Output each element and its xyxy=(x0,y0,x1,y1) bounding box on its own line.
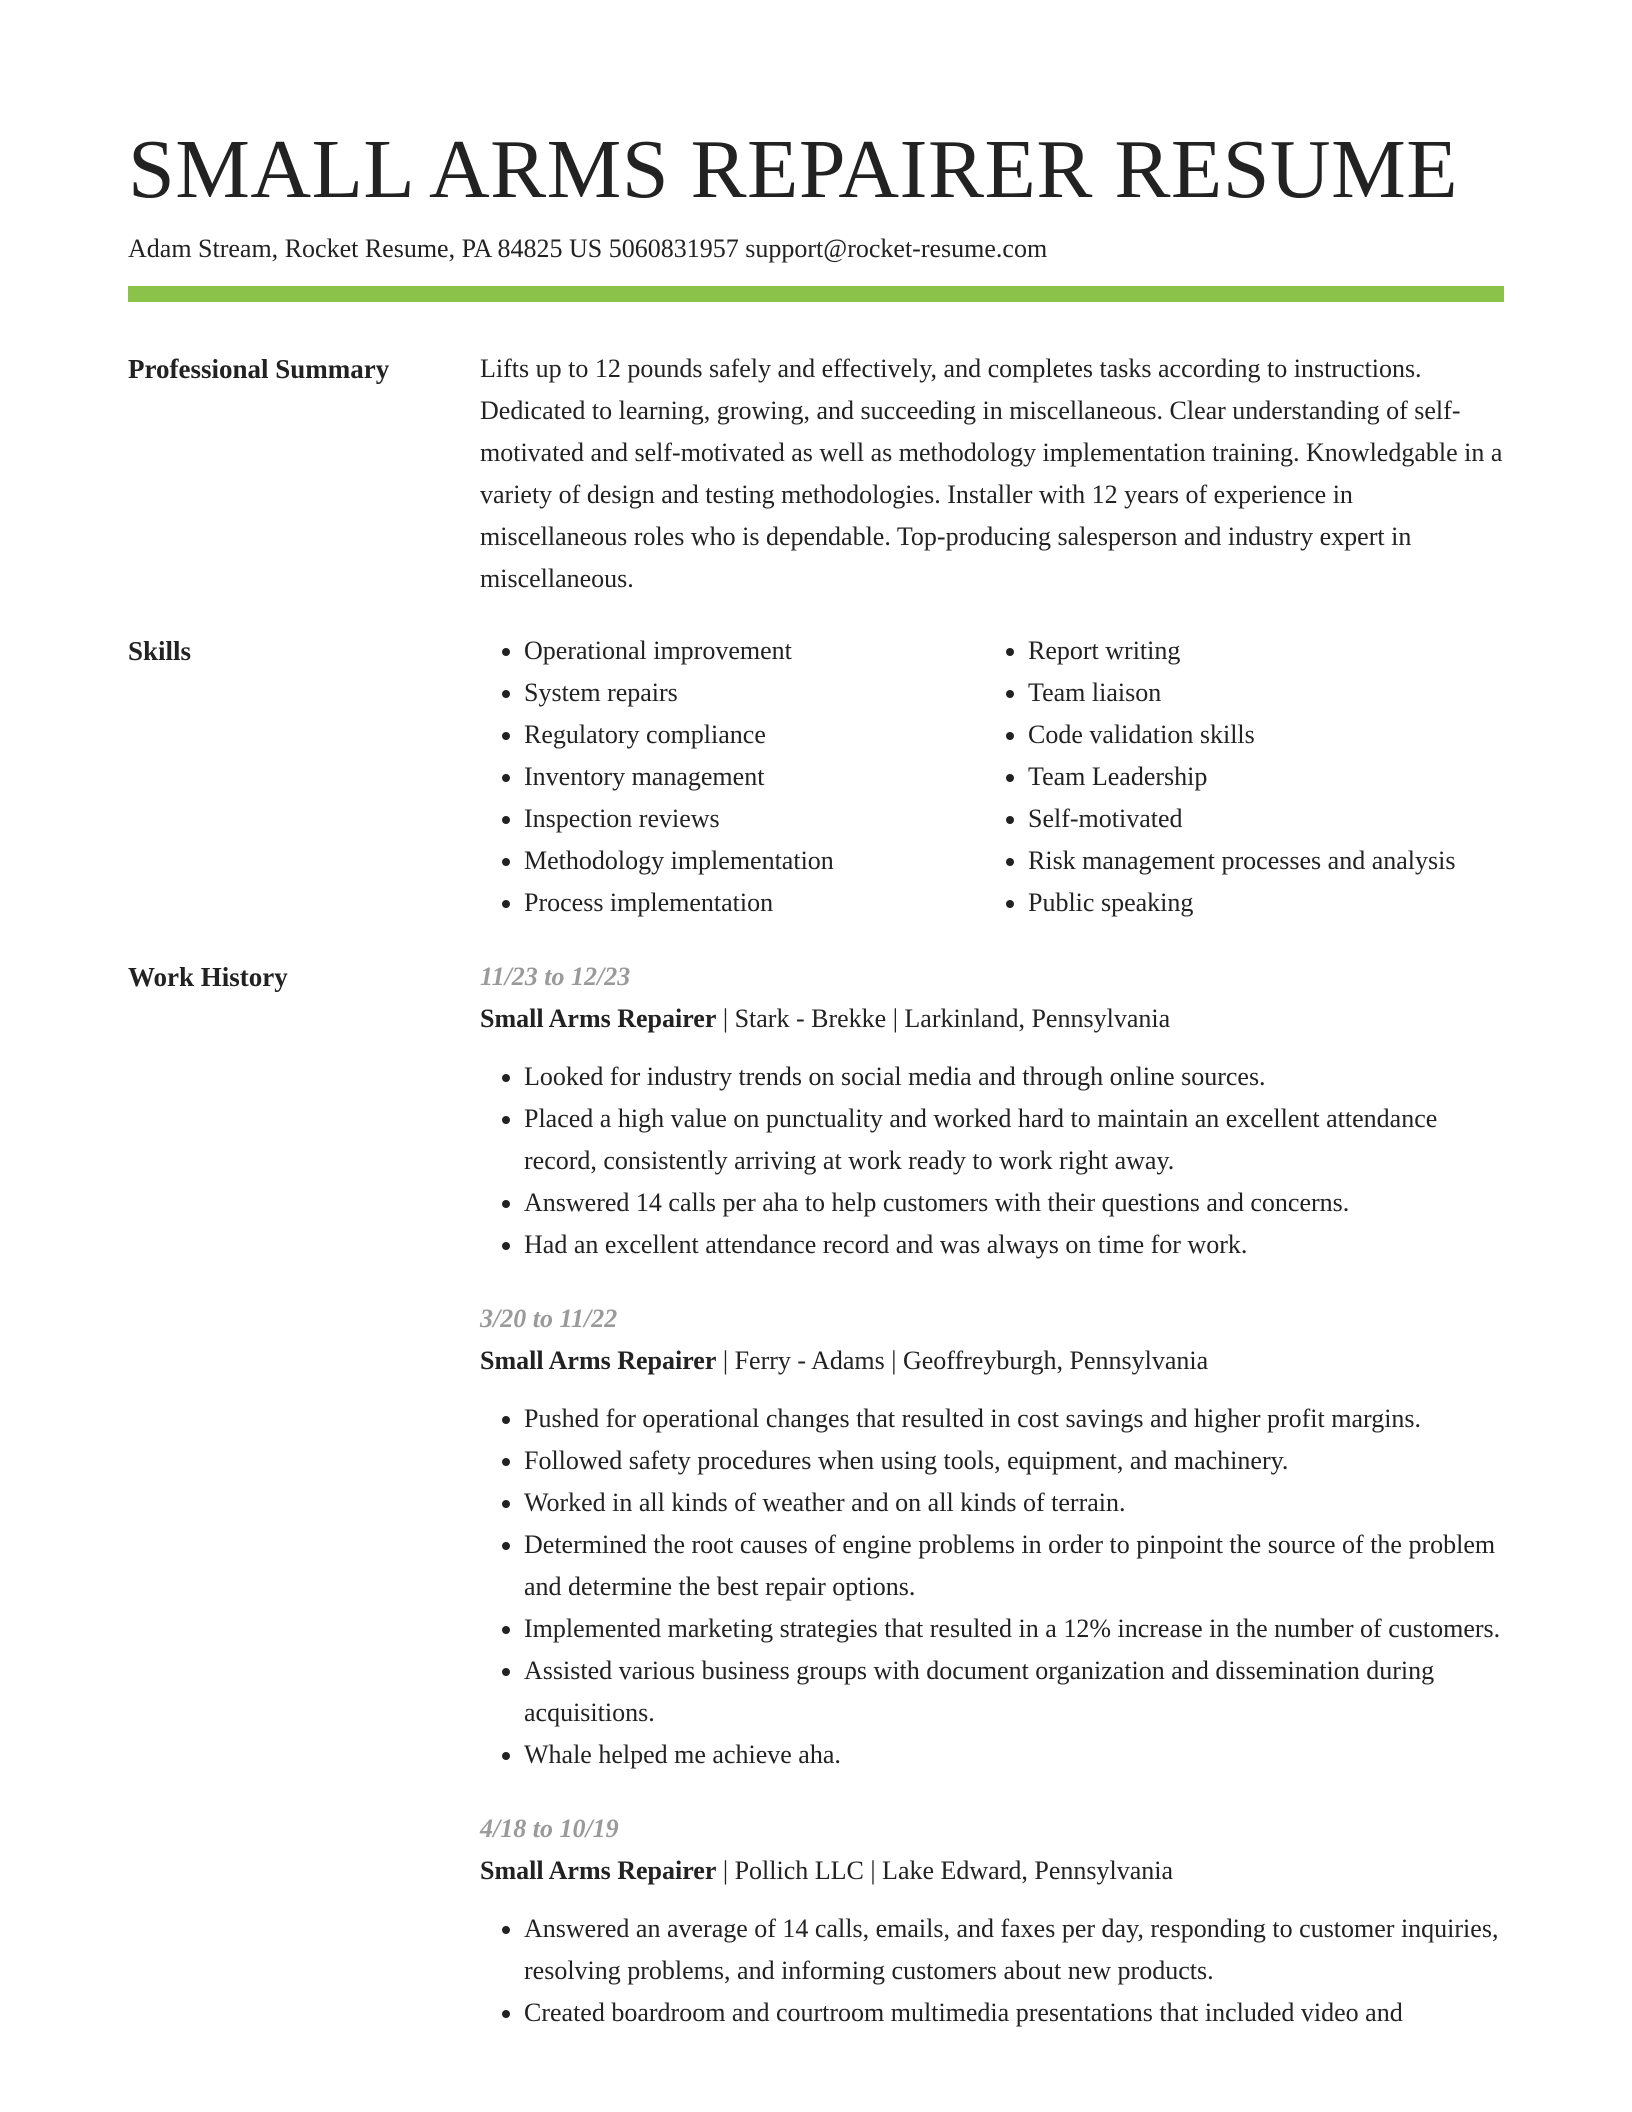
job-bullet: • Answered an average of 14 calls, emails, and faxes per day, responding to customer inquiries, resolving problems, and informing customers about new products. xyxy=(524,1908,1504,1992)
skill-item: • Team liaison xyxy=(1028,672,1455,714)
resume-title: SMALL ARMS REPAIRER RESUME xyxy=(128,123,1459,216)
job-details: | Ferry - Adams | Geoffreyburgh, Pennsylvania xyxy=(716,1346,1209,1375)
job-entry xyxy=(480,1808,1504,2034)
job-details: | Pollich LLC | Lake Edward, Pennsylvania xyxy=(716,1856,1174,1885)
job-title-line xyxy=(480,1340,1504,1382)
skill-item: • Process implementation xyxy=(524,882,834,924)
job-bullet: • Implemented marketing strategies that resulted in a 12% increase in the number of customers. xyxy=(524,1608,1504,1650)
job-bullets xyxy=(480,1398,1504,1776)
job-dates: 11/23 to 12/23 xyxy=(480,962,631,991)
skills-heading: Skills xyxy=(128,636,192,666)
contact-company: Rocket Resume, xyxy=(284,234,462,263)
job-title-line xyxy=(480,998,1504,1040)
job-entry xyxy=(480,1298,1504,1776)
summary-text: Lifts up to 12 pounds safely and effectively, and completes tasks according to instructions. Dedicated to learning, growing, and succeeding in miscellaneous. Clear understanding of self-motivated and self-motivated as well as methodology implementation training. Knowledgable in a variety of design and testing methodologies. Installer with 12 years of experience in miscellaneous roles who is dependable. Top-producing salesperson and industry expert in miscellaneous. xyxy=(480,354,1503,593)
skills-list-right xyxy=(984,630,1455,924)
skill-item: • Operational improvement xyxy=(524,630,834,672)
job-bullet: • Answered 14 calls per aha to help customers with their questions and concerns. xyxy=(524,1182,1504,1224)
job-bullet: • Worked in all kinds of weather and on all kinds of terrain. xyxy=(524,1482,1504,1524)
contact-email[interactable]: support@rocket-resume.com xyxy=(745,234,1048,263)
skill-item: • Public speaking xyxy=(1028,882,1455,924)
job-bullets xyxy=(480,1908,1504,2034)
skill-item: • Report writing xyxy=(1028,630,1455,672)
skill-item: • Risk management processes and analysis xyxy=(1028,840,1455,882)
job-entry xyxy=(480,956,1504,1266)
skill-item: • Inspection reviews xyxy=(524,798,834,840)
job-bullet: • Followed safety procedures when using tools, equipment, and machinery. xyxy=(524,1440,1504,1482)
contact-name: Adam Stream, xyxy=(128,234,285,263)
job-bullet: • Determined the root causes of engine problems in order to pinpoint the source of the problem and determine the best repair options. xyxy=(524,1524,1504,1608)
skill-item: • Team Leadership xyxy=(1028,756,1455,798)
skill-item: • Methodology implementation xyxy=(524,840,834,882)
skill-item: • Inventory management xyxy=(524,756,834,798)
work-history-body xyxy=(480,956,1504,2034)
skills-list-left xyxy=(480,630,834,924)
job-bullet: • Whale helped me achieve aha. xyxy=(524,1734,1504,1776)
job-dates: 4/18 to 10/19 xyxy=(480,1814,619,1843)
skill-item: • System repairs xyxy=(524,672,834,714)
summary-heading: Professional Summary xyxy=(128,354,390,384)
job-bullet: • Had an excellent attendance record and was always on time for work. xyxy=(524,1224,1504,1266)
job-title-line xyxy=(480,1850,1504,1892)
job-dates: 3/20 to 11/22 xyxy=(480,1304,618,1333)
contact-phone: 5060831957 xyxy=(608,234,746,263)
skill-item: • Code validation skills xyxy=(1028,714,1455,756)
work-history-heading: Work History xyxy=(128,962,288,992)
contact-location: PA 84825 US xyxy=(461,234,609,263)
job-title: Small Arms Repairer xyxy=(480,1346,717,1375)
contact-line xyxy=(128,229,1047,269)
job-details: | Stark - Brekke | Larkinland, Pennsylvania xyxy=(716,1004,1171,1033)
skill-item: • Self-motivated xyxy=(1028,798,1455,840)
job-title: Small Arms Repairer xyxy=(480,1856,717,1885)
job-bullet: • Looked for industry trends on social media and through online sources. xyxy=(524,1056,1504,1098)
job-bullet: • Assisted various business groups with document organization and dissemination during acquisitions. xyxy=(524,1650,1504,1734)
job-bullets xyxy=(480,1056,1504,1266)
job-title: Small Arms Repairer xyxy=(480,1004,717,1033)
skill-item: • Regulatory compliance xyxy=(524,714,834,756)
job-bullet: • Placed a high value on punctuality and worked hard to maintain an excellent attendance record, consistently arriving at work ready to work right away. xyxy=(524,1098,1504,1182)
job-bullet: • Created boardroom and courtroom multimedia presentations that included video and xyxy=(524,1992,1504,2034)
job-bullet: • Pushed for operational changes that resulted in cost savings and higher profit margins. xyxy=(524,1398,1504,1440)
header-divider xyxy=(128,286,1504,302)
summary-body xyxy=(480,348,1504,600)
